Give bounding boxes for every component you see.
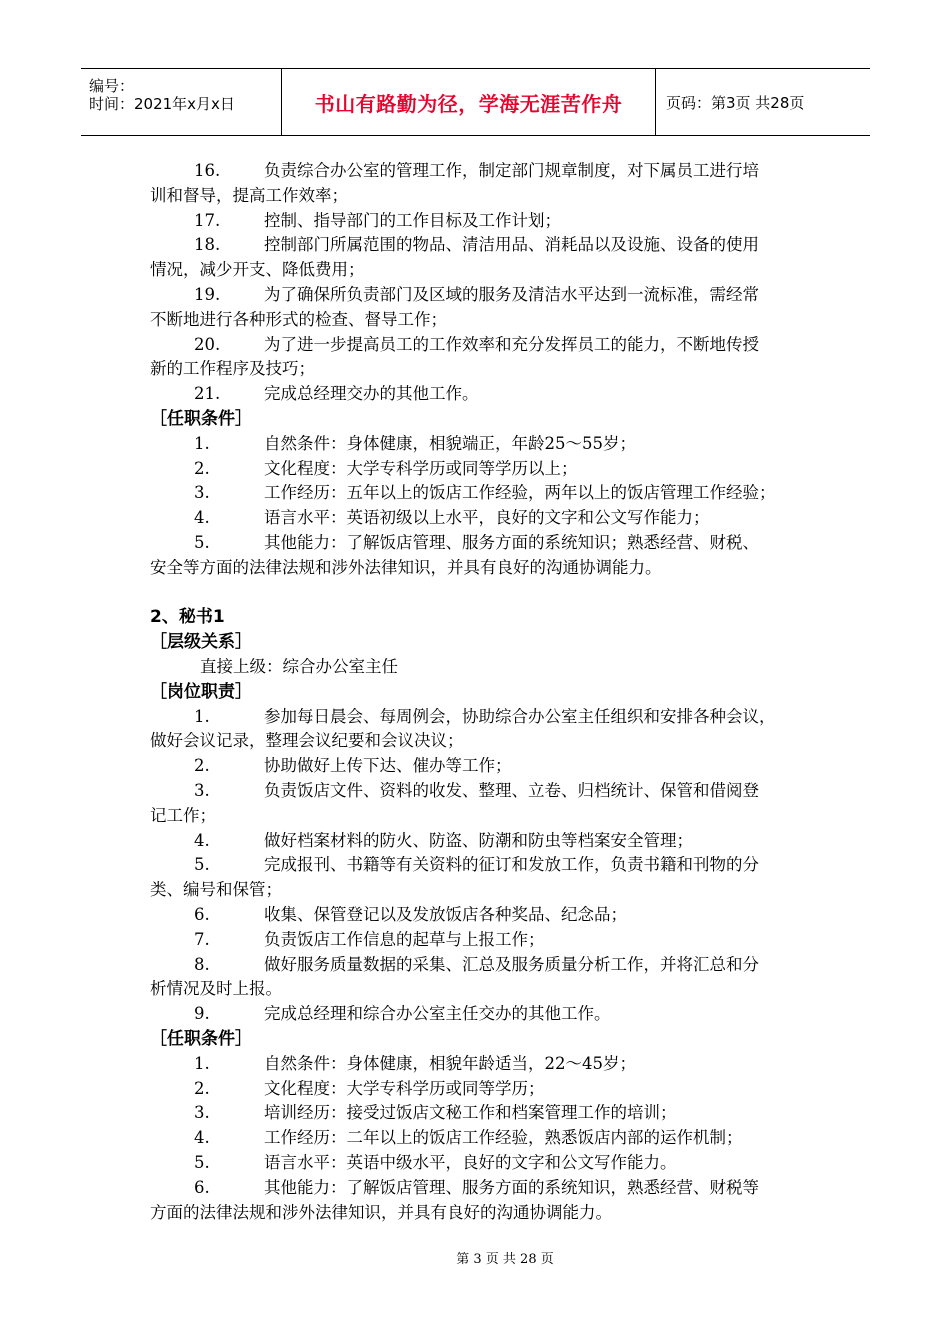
item-continuation: 记工作；: [150, 805, 216, 825]
requirement-item: [194, 433, 636, 455]
item-text: 做好服务质量数据的采集、汇总及服务质量分析工作，并将汇总和分: [264, 954, 759, 974]
header-page-info: 页码：第3页 共28页: [666, 93, 805, 112]
item-number: 5.: [194, 533, 210, 552]
item-number: 4.: [194, 1128, 210, 1148]
item-text: 参加每日晨会、每周例会，协助综合办公室主任组织和安排各种会议，: [264, 706, 776, 726]
duty-item: [194, 929, 545, 951]
item-number: 4.: [194, 508, 210, 528]
duty-item: [194, 160, 759, 182]
item-number: 3.: [194, 1103, 210, 1123]
item-number: 3.: [194, 483, 210, 503]
item-text: 完成报刊、书籍等有关资料的征订和发放工作，负责书籍和刊物的分: [264, 855, 759, 875]
item-number: 2.: [194, 458, 210, 478]
item-number: 18.: [194, 235, 221, 255]
requirement-item: [194, 1102, 677, 1124]
item-text: 协助做好上传下达、催办等工作；: [264, 756, 512, 776]
page-footer: 第 3 页 共 28 页: [456, 1252, 554, 1267]
item-number: 21.: [194, 384, 221, 404]
item-text: 负责综合办公室的管理工作，制定部门规章制度，对下属员工进行培: [264, 161, 759, 180]
duty-item: [194, 234, 759, 256]
position-title: 2、秘书1: [150, 607, 225, 628]
duty-item: [194, 954, 759, 976]
item-number: 19.: [194, 285, 221, 304]
requirement-item: [194, 482, 776, 504]
duty-item: [194, 210, 561, 232]
item-continuation: 不断地进行各种形式的检查、督导工作；: [150, 309, 447, 329]
item-number: 16.: [194, 161, 221, 180]
duty-item: [194, 334, 759, 356]
item-number: 2.: [194, 1078, 210, 1098]
item-text: 工作经历：五年以上的饭店工作经验，两年以上的饭店管理工作经验；: [264, 483, 776, 503]
item-text: 语言水平：英语中级水平，良好的文字和公文写作能力。: [264, 1153, 677, 1172]
item-text: 自然条件：身体健康，相貌年龄适当，22～45岁；: [264, 1053, 636, 1073]
item-number: 7.: [194, 929, 210, 949]
item-number: 3.: [194, 781, 210, 800]
header-meta-cell: [81, 69, 282, 135]
item-text: 文化程度：大学专科学历或同等学历；: [264, 1078, 545, 1098]
item-number: 17.: [194, 210, 221, 230]
duty-item: [194, 284, 759, 306]
item-number: 2.: [194, 756, 210, 776]
item-number: 20.: [194, 334, 221, 354]
duty-item: [194, 904, 627, 926]
item-text: 收集、保管登记以及发放饭店各种奖品、纪念品；: [264, 905, 627, 924]
item-text: 控制、指导部门的工作目标及工作计划；: [264, 210, 561, 230]
item-number: 9.: [194, 1004, 210, 1024]
item-text: 做好档案材料的防火、防盗、防潮和防虫等档案安全管理；: [264, 830, 693, 850]
item-continuation: 新的工作程序及技巧；: [150, 359, 315, 379]
item-number: 5.: [194, 855, 210, 875]
item-number: 4.: [194, 830, 210, 850]
section-heading-requirements: ［任职条件］: [150, 1029, 252, 1049]
section-heading-requirements: ［任职条件］: [150, 409, 252, 429]
item-text: 文化程度：大学专科学历或同等学历以上；: [264, 458, 578, 478]
requirement-item: [194, 1152, 677, 1174]
page-header: [81, 68, 870, 136]
item-number: 8.: [194, 954, 210, 974]
item-text: 语言水平：英语初级以上水平，良好的文字和公文写作能力；: [264, 508, 710, 528]
duty-item: [194, 755, 512, 777]
requirement-item: [194, 1127, 743, 1149]
item-text: 完成总经理和综合办公室主任交办的其他工作。: [264, 1004, 611, 1024]
item-continuation: 做好会议记录，整理会议纪要和会议决议；: [150, 731, 464, 751]
item-text: 为了进一步提高员工的工作效率和充分发挥员工的能力，不断地传授: [264, 334, 759, 354]
item-number: 5.: [194, 1153, 210, 1172]
requirement-item: [194, 1053, 636, 1075]
item-continuation: 情况，减少开支、降低费用；: [150, 260, 365, 280]
requirement-item: [194, 458, 578, 480]
doc-code-label: 编号：: [89, 77, 135, 95]
duty-item: [194, 854, 759, 876]
duty-item: [194, 383, 479, 405]
section-heading-duties: ［岗位职责］: [150, 681, 252, 702]
item-text: 为了确保所负责部门及区域的服务及清洁水平达到一流标准，需经常: [264, 285, 759, 304]
item-continuation: 类、编号和保管；: [150, 880, 282, 900]
item-number: 1.: [194, 1053, 210, 1073]
item-text: 自然条件：身体健康，相貌端正，年龄25～55岁；: [264, 433, 636, 453]
direct-superior: 直接上级：综合办公室主任: [200, 657, 398, 676]
duty-item: [194, 1003, 611, 1025]
item-continuation: 析情况及时上报。: [150, 979, 282, 999]
item-text: 负责饭店文件、资料的收发、整理、立卷、归档统计、保管和借阅登: [264, 781, 759, 800]
item-text: 培训经历：接受过饭店文秘工作和档案管理工作的培训；: [264, 1103, 677, 1123]
item-text: 控制部门所属范围的物品、清洁用品、消耗品以及设施、设备的使用: [264, 235, 759, 255]
item-text: 完成总经理交办的其他工作。: [264, 384, 479, 404]
duty-item: [194, 830, 693, 852]
duty-item: [194, 706, 776, 728]
item-continuation: 训和督导，提高工作效率；: [150, 185, 348, 205]
item-number: 1.: [194, 706, 210, 726]
item-number: 1.: [194, 433, 210, 453]
item-text: 负责饭店工作信息的起草与上报工作；: [264, 929, 545, 949]
header-motto: 书山有路勤为径，学海无涯苦作舟: [282, 69, 656, 135]
requirement-item: [194, 1078, 545, 1100]
item-text: 其他能力：了解饭店管理、服务方面的系统知识；熟悉经营、财税、: [264, 533, 759, 552]
item-continuation: 方面的法律法规和涉外法律知识，并具有良好的沟通协调能力。: [150, 1202, 612, 1222]
requirement-item: [194, 507, 710, 529]
requirement-item: [194, 1177, 759, 1199]
item-number: 6.: [194, 1177, 210, 1197]
section-heading-hierarchy: ［层级关系］: [150, 632, 252, 653]
requirement-item: [194, 532, 759, 554]
doc-date-label: 时间：2021年x月x日: [89, 95, 235, 113]
item-text: 工作经历：二年以上的饭店工作经验，熟悉饭店内部的运作机制；: [264, 1128, 743, 1148]
duty-item: [194, 780, 759, 802]
item-number: 6.: [194, 905, 210, 924]
item-continuation: 安全等方面的法律法规和涉外法律知识，并具有良好的沟通协调能力。: [150, 557, 662, 577]
item-text: 其他能力：了解饭店管理、服务方面的系统知识，熟悉经营、财税等: [264, 1177, 759, 1197]
